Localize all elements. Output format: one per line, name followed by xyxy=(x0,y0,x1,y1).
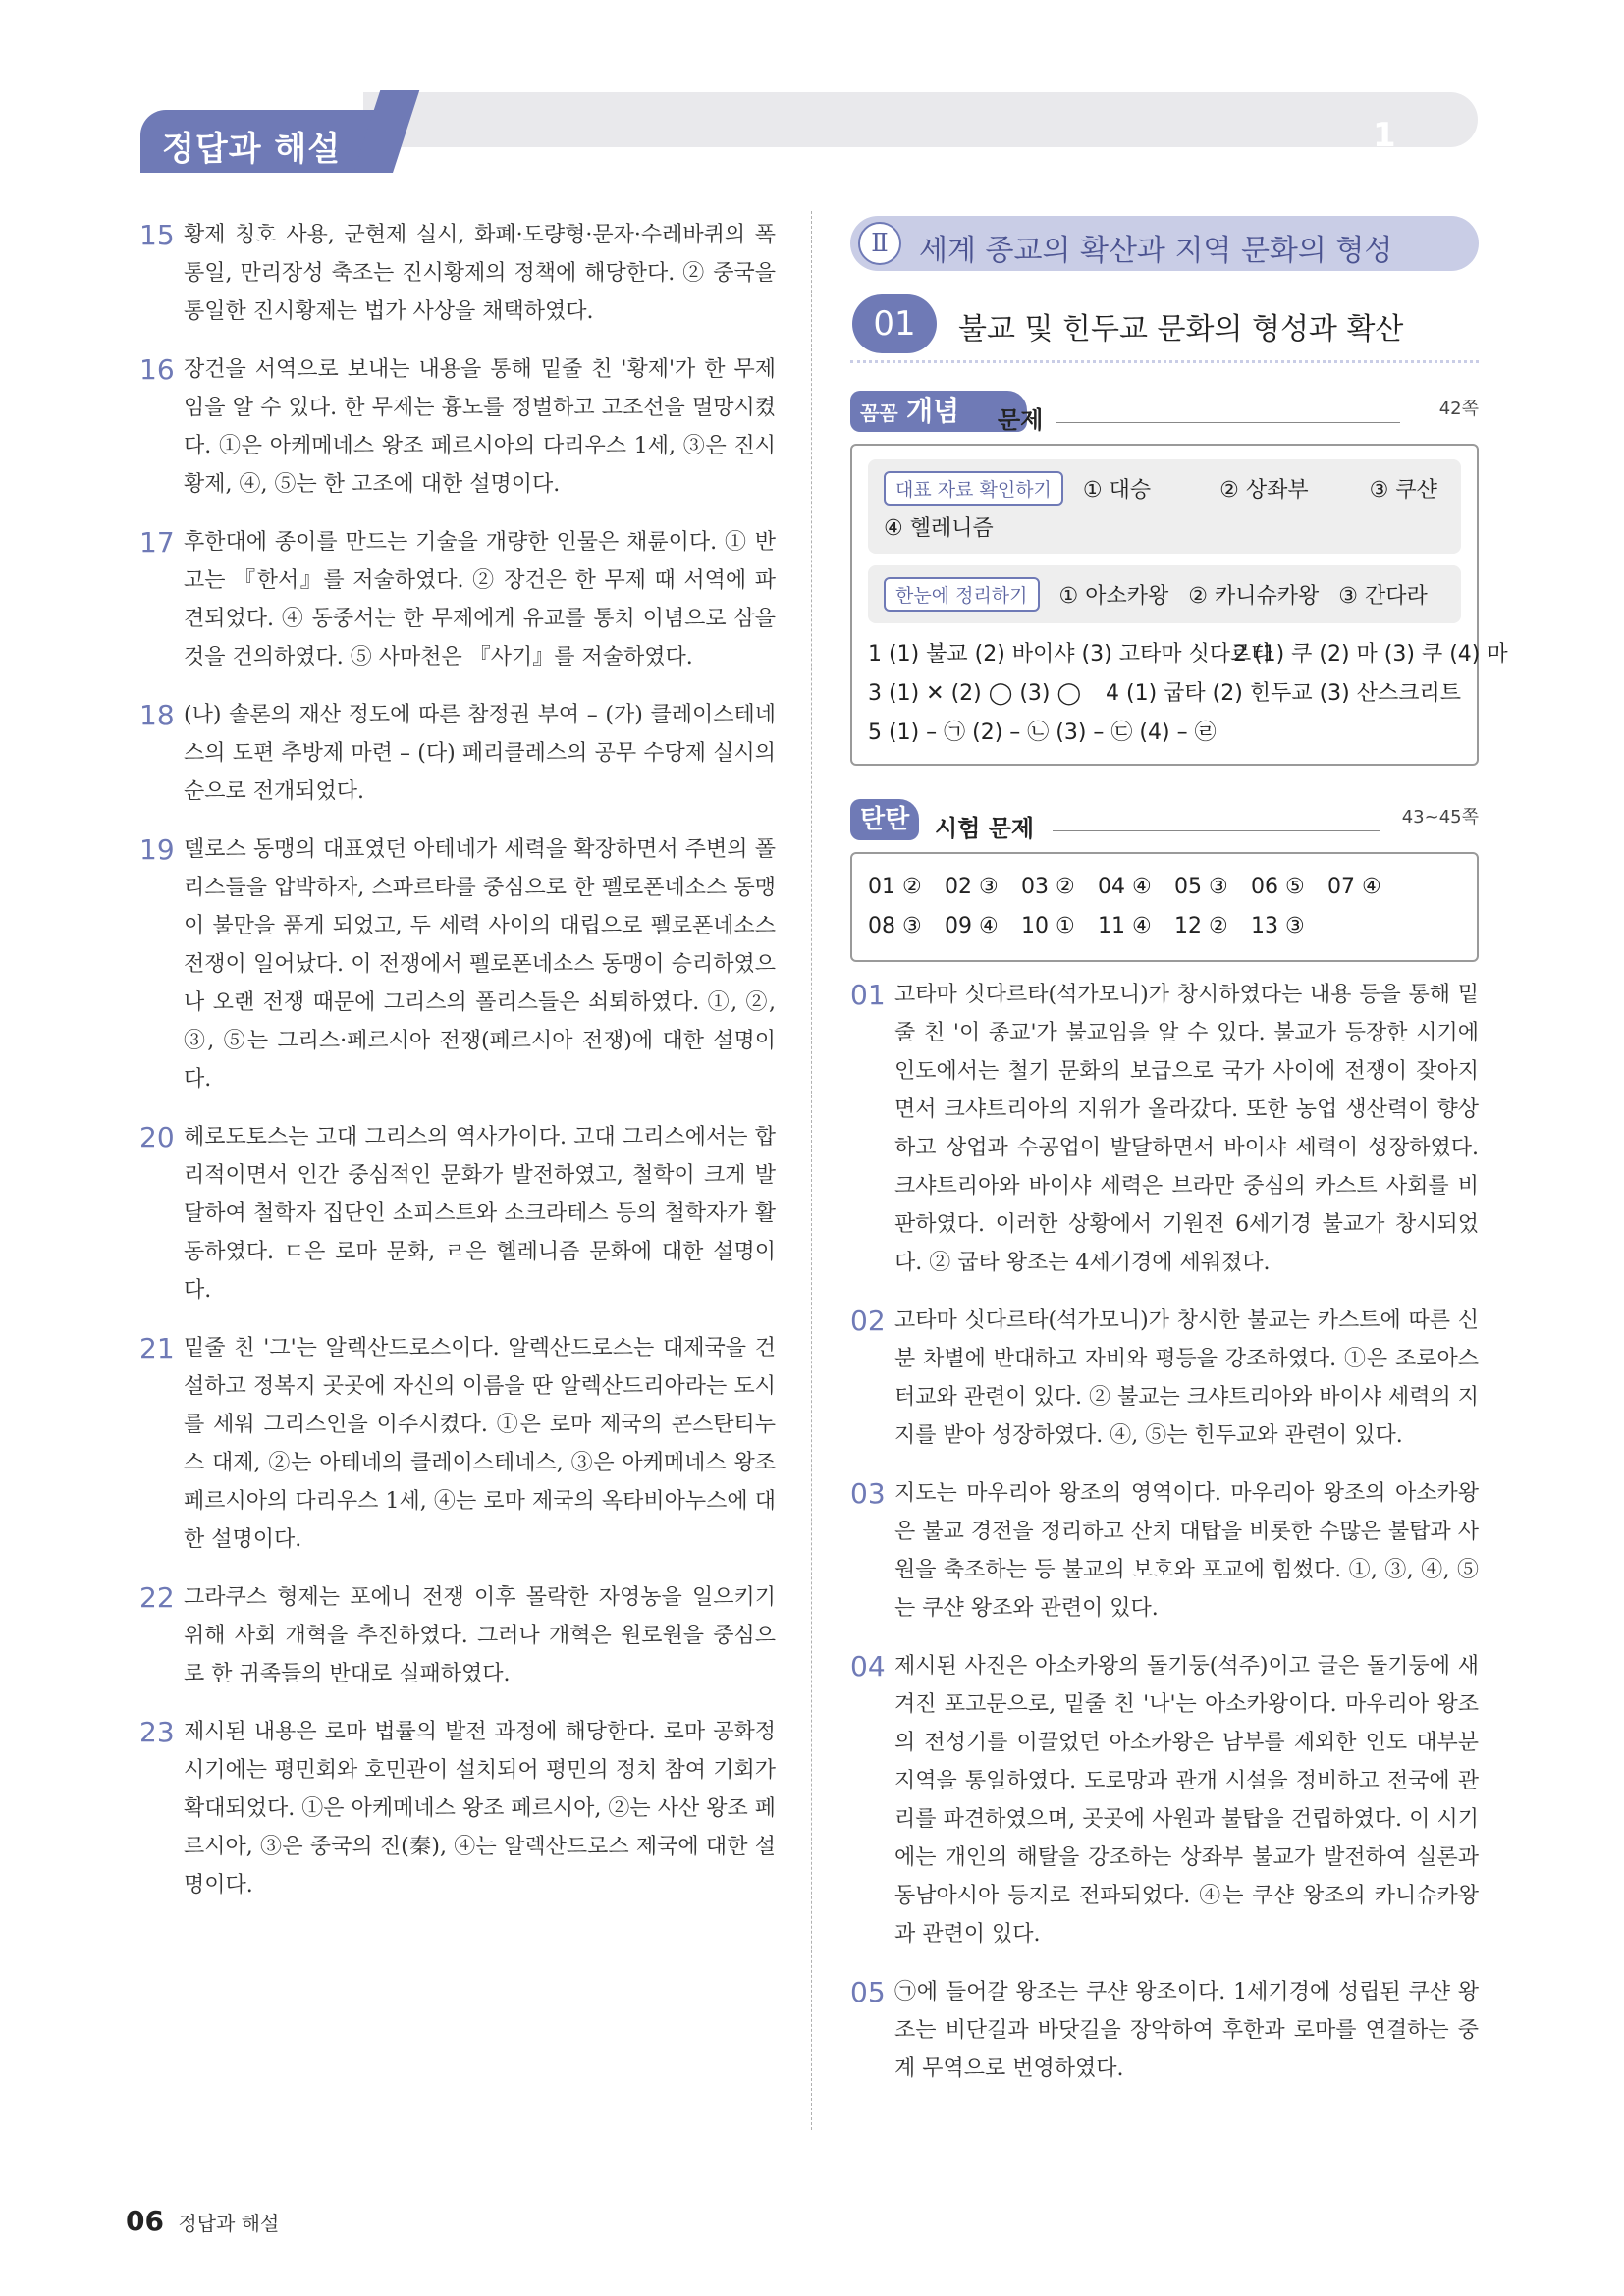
unit-title: 세계 종교의 확산과 지역 문화의 형성 xyxy=(919,234,1393,268)
left-explanation-item-text: 헤로도토스는 고대 그리스의 역사가이다. 고대 그리스에서는 합리적이면서 인간 중심적인 문화가 발전하였고, 철학이 크게 발달하여 철학자 집단인 소피스트와 소크라테스 등의 철학자가 활동하였다. ㄷ은 로마 문화, ㄹ은 헬레니즘 문화에 대한 설명이다. xyxy=(184,1125,776,1303)
concept-row-1-val-3: ③ 쿠샨 xyxy=(1369,478,1437,503)
concept-answer-box xyxy=(850,444,1508,766)
left-explanation-item-number: 21 xyxy=(139,1332,175,1364)
exam-section-name: 시험 문제 xyxy=(935,815,1035,842)
left-explanation-item xyxy=(139,523,776,676)
concept-answer-line-1 xyxy=(868,635,1508,674)
right-explanation-item-text: 고타마 싯다르타(석가모니)가 창시하였다는 내용 등을 통해 밑줄 친 '이 종교'가 불교임을 알 수 있다. 불교가 등장한 시기에 인도에서는 철기 문화의 보급으로 국가 사이에 전쟁이 잦아지면서 크샤트리아의 지위가 올라갔다. 또한 농업 생산력이 향상하고 상업과 수공업이 발달하면서 바이샤 세력이 성장하였다. 크샤트리아와 바이샤 세력은 브라만 중심의 카스트 사회를 비판하였다. 이러한 상황에서 기원전 6세기경 불교가 창시되었다. ② 굽타 왕조는 4세기경에 세워졌다. xyxy=(894,983,1479,1275)
left-explanation-item-text: 밑줄 친 '그'는 알렉산드로스이다. 알렉산드로스는 대제국을 건설하고 정복지 곳곳에 자신의 이름을 딴 알렉산드리아라는 도시를 세워 그리스인을 이주시켰다. ①은 로마 제국의 콘스탄티누스 대제, ②는 아테네의 클레이스테네스, ③은 아케메네스 왕조 페르시아의 다리우스 1세, ④는 로마 제국의 옥타비아누스에 대한 설명이다. xyxy=(184,1336,776,1552)
concept-row-1 xyxy=(868,459,1461,554)
right-explanation-item xyxy=(850,1973,1479,2088)
left-explanation-item xyxy=(139,830,776,1098)
left-explanation-item-number: 19 xyxy=(139,833,175,866)
left-explanation-item xyxy=(139,216,776,331)
column-divider xyxy=(811,211,812,2130)
right-explanation-item-text: ㉠에 들어갈 왕조는 쿠샨 왕조이다. 1세기경에 성립된 쿠샨 왕조는 비단길과 바닷길을 장악하여 후한과 로마를 연결하는 중계 무역으로 번영하였다. xyxy=(894,1980,1479,2081)
quick-answer: 11 ④ xyxy=(1098,914,1152,938)
right-explanation-item xyxy=(850,1647,1479,1953)
chapter-title: 불교 및 힌두교 문화의 형성과 확산 xyxy=(958,312,1404,347)
concept-answer-3: 3 (1) ✕ (2) ◯ (3) ◯ xyxy=(868,681,1082,706)
chapter-number: 01 xyxy=(852,294,937,353)
left-explanation-item-number: 18 xyxy=(139,699,175,731)
right-column xyxy=(850,216,1508,2108)
concept-row-2-val-2: ② 카니슈카왕 xyxy=(1188,584,1320,609)
quick-answer: 05 ③ xyxy=(1174,875,1228,899)
quick-answer: 04 ④ xyxy=(1098,875,1152,899)
concept-answer-line-2 xyxy=(868,674,1461,714)
quick-answer: 02 ③ xyxy=(945,875,999,899)
left-column xyxy=(139,216,776,1924)
concept-row-1-val-4: ④ 헬레니즘 xyxy=(884,516,994,541)
exam-answer-box xyxy=(850,852,1479,962)
header-bar xyxy=(363,92,1478,147)
right-explanation-item xyxy=(850,1474,1479,1628)
right-explanation-item-text: 제시된 사진은 아소카왕의 돌기둥(석주)이고 글은 돌기둥에 새겨진 포고문으로, 밑줄 친 '나'는 아소카왕이다. 마우리아 왕조의 전성기를 이끌었던 아소카왕은 남부를 제외한 인도 대부분 지역을 통일하였다. 도로망과 관개 시설을 정비하고 전국에 관리를 파견하였으며, 곳곳에 사원과 불탑을 건립하였다. 이 시기에는 개인의 해탈을 강조하는 상좌부 불교가 발전하여 실론과 동남아시아 등지로 전파되었다. ④는 쿠샨 왕조의 카니슈카왕과 관련이 있다. xyxy=(894,1654,1479,1947)
footer-label: 정답과 해설 xyxy=(178,2212,280,2235)
right-explanations xyxy=(850,976,1479,2088)
quick-answer: 09 ④ xyxy=(945,914,999,938)
left-explanation-item-text: 델로스 동맹의 대표였던 아테네가 세력을 확장하면서 주변의 폴리스들을 압박하자, 스파르타를 중심으로 한 펠로폰네소스 동맹이 불만을 품게 되었고, 두 세력 사이의 대립으로 펠로폰네소스 전쟁이 일어났다. 이 전쟁에서 펠로폰네소스 동맹이 승리하였으나 오랜 전쟁 때문에 그리스의 폴리스들은 쇠퇴하였다. ①, ②, ③, ⑤는 그리스·페르시아 전쟁(페르시아 전쟁)에 대한 설명이다. xyxy=(184,837,776,1092)
concept-answer-2: 2 (1) 쿠 (2) 마 (3) 쿠 (4) 마 xyxy=(1233,642,1508,667)
quick-answer: 13 ③ xyxy=(1251,914,1305,938)
concept-answer-5: 5 (1) – ㉠ (2) – ㉡ (3) – ㉢ (4) – ㉣ xyxy=(868,721,1217,745)
exam-section-header xyxy=(850,799,1479,848)
concept-section-name: 문제 xyxy=(998,406,1044,434)
left-explanation-item-number: 17 xyxy=(139,526,175,559)
chapter-header xyxy=(850,294,1479,363)
left-explanation-item xyxy=(139,1329,776,1559)
exam-quick-answers xyxy=(868,868,1461,946)
concept-answer-line-3 xyxy=(868,714,1461,753)
quick-answer: 10 ① xyxy=(1021,914,1075,938)
left-explanation-item-number: 22 xyxy=(139,1581,175,1614)
unit-banner xyxy=(850,216,1479,271)
concept-badge-part1: 꼼꼼 xyxy=(860,401,898,425)
left-explanation-item xyxy=(139,1578,776,1693)
quick-answer: 07 ④ xyxy=(1327,875,1381,899)
left-explanation-item xyxy=(139,696,776,811)
concept-page-ref: 42쪽 xyxy=(1438,399,1479,419)
concept-row-1-val-1: ① 대승 xyxy=(1082,478,1152,503)
concept-row-1-tag: 대표 자료 확인하기 xyxy=(884,471,1063,506)
quick-answer: 12 ② xyxy=(1174,914,1228,938)
left-explanation-item-number: 23 xyxy=(139,1716,175,1748)
right-explanation-item-number: 04 xyxy=(850,1650,886,1682)
header-title: 정답과 해설 xyxy=(162,130,342,169)
left-explanation-item xyxy=(139,350,776,504)
left-explanation-item-text: 제시된 내용은 로마 법률의 발전 과정에 해당한다. 로마 공화정 시기에는 평민회와 호민관이 설치되어 평민의 정치 참여 기회가 확대되었다. ①은 아케메네스 왕조 페르시아, ②는 사산 왕조 페르시아, ③은 중국의 진(秦), ④는 알렉산드로스 제국에 대한 설명이다. xyxy=(184,1720,776,1897)
concept-rule xyxy=(1056,422,1400,423)
unit-roman-numeral: Ⅱ xyxy=(858,222,901,265)
quick-answer: 08 ③ xyxy=(868,914,922,938)
left-explanation-item-number: 20 xyxy=(139,1121,175,1153)
page-footer xyxy=(126,2205,279,2237)
left-explanation-item-text: (나) 솔론의 재산 정도에 따른 참정권 부여 – (가) 클레이스테네스의 도편 추방제 마련 – (다) 페리클레스의 공무 수당제 실시의 순으로 전개되었다. xyxy=(184,703,776,804)
left-explanation-item-text: 장건을 서역으로 보내는 내용을 통해 밑줄 친 '황제'가 한 무제임을 알 수 있다. 한 무제는 흉노를 정벌하고 고조선을 멸망시켰다. ①은 아케메네스 왕조 페르시아의 다리우스 1세, ③은 진시황제, ④, ⑤는 한 고조에 대한 설명이다. xyxy=(184,357,776,497)
concept-answer-1: 1 (1) 불교 (2) 바이샤 (3) 고타마 싯다르타 xyxy=(868,642,1272,667)
concept-row-2-val-3: ③ 간다라 xyxy=(1338,584,1428,609)
right-explanation-item-number: 02 xyxy=(850,1305,886,1337)
right-explanation-item-number: 05 xyxy=(850,1976,886,2008)
left-explanation-item-number: 16 xyxy=(139,353,175,386)
header-deco: 1 xyxy=(1373,116,1396,155)
exam-page-ref: 43~45쪽 xyxy=(1401,807,1479,828)
right-explanation-item-text: 고타마 싯다르타(석가모니)가 창시한 불교는 카스트에 따른 신분 차별에 반대하고 자비와 평등을 강조하였다. ①은 조로아스터교와 관련이 있다. ② 불교는 크샤트리아와 바이샤 세력의 지지를 받아 성장하였다. ④, ⑤는 힌두교와 관련이 있다. xyxy=(894,1308,1479,1448)
exam-badge: 탄탄 xyxy=(850,799,919,840)
page-number: 06 xyxy=(126,2205,164,2237)
concept-row-2-tag: 한눈에 정리하기 xyxy=(884,577,1040,612)
left-explanation-item xyxy=(139,1118,776,1309)
right-explanation-item-number: 03 xyxy=(850,1477,886,1510)
quick-answer: 01 ② xyxy=(868,875,922,899)
right-explanation-item xyxy=(850,976,1479,1282)
left-explanation-item-number: 15 xyxy=(139,219,175,251)
right-explanation-item-text: 지도는 마우리아 왕조의 영역이다. 마우리아 왕조의 아소카왕은 불교 경전을 정리하고 산치 대탑을 비롯한 수많은 불탑과 사원을 축조하는 등 불교의 보호와 포교에 힘썼다. ①, ③, ④, ⑤는 쿠샨 왕조와 관련이 있다. xyxy=(894,1481,1479,1621)
left-explanation-item-text: 그라쿠스 형제는 포에니 전쟁 이후 몰락한 자영농을 일으키기 위해 사회 개혁을 추진하였다. 그러나 개혁은 원로원을 중심으로 한 귀족들의 반대로 실패하였다. xyxy=(184,1585,776,1686)
concept-answer-4: 4 (1) 굽타 (2) 힌두교 (3) 산스크리트 xyxy=(1106,681,1461,706)
concept-row-1-val-2: ② 상좌부 xyxy=(1219,478,1309,503)
quick-answer: 06 ⑤ xyxy=(1251,875,1305,899)
concept-badge-part2: 개념 xyxy=(906,395,960,427)
concept-row-2 xyxy=(868,565,1461,623)
exam-rule xyxy=(1053,830,1380,831)
left-explanation-item-text: 후한대에 종이를 만드는 기술을 개량한 인물은 채륜이다. ① 반고는 『한서』를 저술하였다. ② 장건은 한 무제 때 서역에 파견되었다. ④ 동중서는 한 무제에게 유교를 통치 이념으로 삼을 것을 건의하였다. ⑤ 사마천은 『사기』를 저술하였다. xyxy=(184,530,776,669)
right-explanation-item-number: 01 xyxy=(850,979,886,1011)
left-explanation-item xyxy=(139,1713,776,1904)
right-explanation-item xyxy=(850,1302,1479,1455)
quick-answer: 03 ② xyxy=(1021,875,1075,899)
concept-section-header xyxy=(850,391,1479,440)
left-explanation-item-text: 황제 칭호 사용, 군현제 실시, 화폐·도량형·문자·수레바퀴의 폭 통일, 만리장성 축조는 진시황제의 정책에 해당한다. ② 중국을 통일한 진시황제는 법가 사상을 채택하였다. xyxy=(184,223,776,324)
concept-row-2-val-1: ① 아소카왕 xyxy=(1058,584,1169,609)
